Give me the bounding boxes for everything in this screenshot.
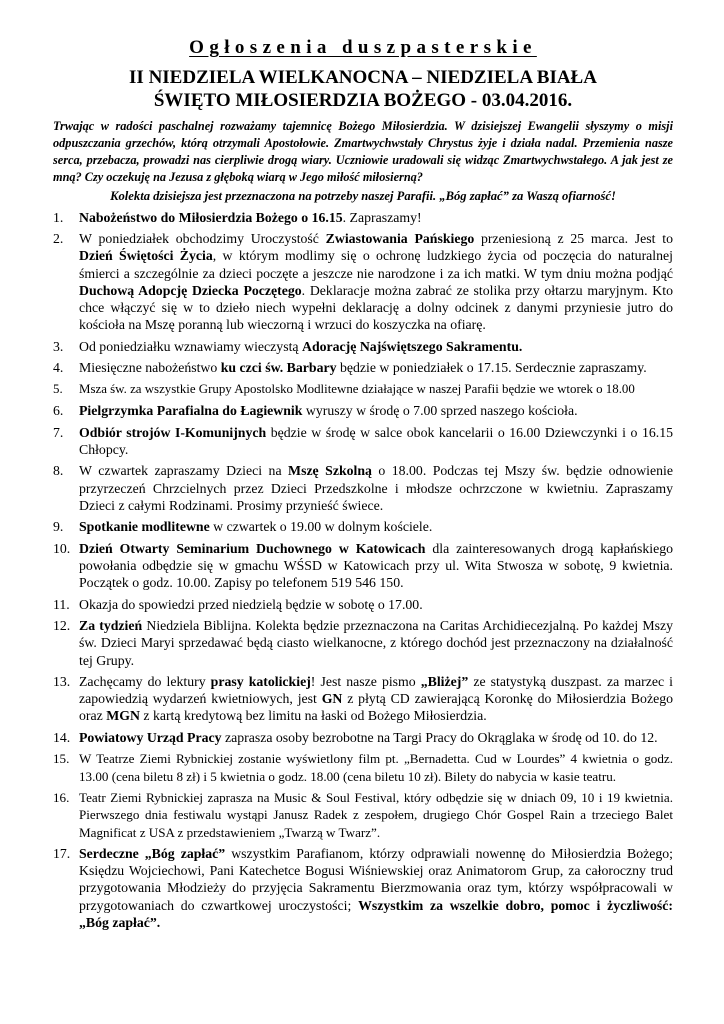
announcement-item [53, 673, 673, 725]
announcement-item [53, 518, 673, 535]
item-emphasis: GN [321, 691, 343, 707]
item-text: ! Jest nasze pismo [310, 674, 421, 690]
item-emphasis: MGN [106, 708, 140, 724]
announcement-item [53, 402, 673, 419]
item-number: 7. [53, 424, 64, 440]
item-text: Okazja do spowiedzi przed niedzielą będzie w sobotę o 17.00. [79, 596, 423, 612]
item-emphasis: Adorację Najświętszego Sakramentu. [301, 338, 523, 354]
item-number: 15. [53, 751, 70, 767]
announcement-item [53, 845, 673, 931]
item-text: Miesięczne nabożeństwo [79, 360, 221, 376]
item-number: 3. [53, 338, 64, 354]
announcement-item [53, 424, 673, 458]
item-emphasis: Wszystkim za wszelkie dobro, pomoc i życzliwość: „Bóg zapłać”. [79, 897, 674, 930]
item-emphasis: Nabożeństwo do Miłosierdzia Bożego o 16.15 [79, 209, 343, 225]
item-number: 8. [53, 463, 64, 479]
item-number: 12. [53, 618, 71, 634]
subtitle [53, 66, 673, 112]
item-emphasis: prasy katolickiej [210, 674, 311, 690]
intro-paragraph: Trwając w radości paschalnej rozważamy tajemnicę Bożego Miłosierdzia. W dzisiejszej Ewangelii słyszymy o misji odpuszczania grzechów, którą otrzymali Apostołowie. Zmartwychwstały Chrystus żyje i działa nadal. Przemienia nasze serca, przebacza, prowadzi nas cierpliwie drogą wiary. Uczniowie uradowali się widząc Zmartwychwstałego. A jak jest ze mną? Czy oczekuję na Jezusa z głęboką wiarą w Jego miłość miłosierną? [53, 119, 673, 184]
item-emphasis: Zwiastowania Pańskiego [325, 231, 475, 247]
item-number: 11. [53, 596, 70, 612]
subtitle-line-2: ŚWIĘTO MIŁOSIERDZIA BOŻEGO - 03.04.2016. [153, 90, 573, 111]
item-text: dla zainteresowanych drogą kapłańskiego powołania odbędzie się w gmachu WŚSD w Katowicach przy ul. Wita Stwosza w sobotę, 9 kwietnia. Początek o godz. 10.00. Zapisy po telefonem 519 546 150. [79, 540, 673, 591]
item-emphasis: Odbiór strojów I-Komunijnych [79, 424, 267, 440]
announcement-item [53, 230, 673, 333]
announcement-item [53, 789, 673, 841]
item-text: z kartą kredytową bez limitu na łaski od Bożego Miłosierdzia. [139, 708, 487, 724]
announcement-item [53, 381, 673, 398]
item-number: 5. [53, 381, 63, 396]
item-text: W Teatrze Ziemi Rybnickiej zostanie wyświetlony film pt. „Bernadetta. Cud w Lourdes” 4 kwietnia o godz. 13.00 (cena biletu 8 zł) i 5 kwietnia o godz. 18.00 (cena biletu 10 zł). Bilety do nabycia w kasie teatru. [79, 751, 673, 784]
item-text: wszystkim Parafianom, którzy odprawiali nowennę do Miłosierdzia Bożego; Księdzu Wojciechowi, Pani Katechetce Bogusi Wiśniewskiej oraz Animatorom Grup, za całoroczny trud przygotowania Młodzieży do przyjęcia Sakramentu Bierzmowania oraz tym, którzy współpracowali w przygotowaniach do czwartkowej uroczystości; [79, 846, 674, 913]
item-text: będzie w środę w salce obok kancelarii o 16.00 Dziewczynki i o 16.15 Chłopcy. [79, 424, 673, 457]
item-text: Zachęcamy do lektury [79, 674, 211, 690]
item-text: z płytą CD zawierającą Koronkę do Miłosierdzia Bożego oraz [79, 691, 673, 724]
item-emphasis: Dzień Otwarty Seminarium Duchownego w Katowicach [79, 540, 426, 556]
item-text: w czwartek o 19.00 w dolnym kościele. [209, 519, 433, 535]
item-text: ze statystyką duszpast. za marzec i zapowiedzią wydarzeń kwietniowych, jest [79, 674, 673, 707]
announcement-item [53, 750, 673, 784]
item-text: Niedziela Biblijna. Kolekta będzie przeznaczona na Caritas Archidiecezjalną. Po każdej Mszy św. Dzieci Maryi sprzedawać będą ciasto wielkanocne, z którego dochód jest przeznaczony na działalność tej Grupy. [79, 618, 673, 668]
announcement-item [53, 617, 673, 669]
item-text: Od poniedziałku wznawiamy wieczystą [79, 338, 302, 354]
collection-note: Kolekta dzisiejsza jest przeznaczona na potrzeby naszej Parafii. „Bóg zapłać” za Waszą ofiarność! [110, 188, 616, 203]
item-text: W poniedziałek obchodzimy Uroczystość [79, 231, 326, 247]
item-text: Msza św. za wszystkie Grupy Apostolsko Modlitewne działające w naszej Parafii będzie we wtorek o 18.00 [79, 381, 635, 396]
item-number: 2. [53, 231, 64, 247]
item-emphasis: Pielgrzymka Parafialna do Łagiewnik [79, 403, 303, 419]
announcement-item [53, 462, 673, 514]
item-number: 9. [53, 519, 64, 535]
item-emphasis: Powiatowy Urząd Pracy [79, 729, 222, 745]
item-text: o 18.00. Podczas tej Mszy św. będzie odnowienie przyrzeczeń Chrzcielnych przez Dzieci Przedszkolne i młodsze ochrzczone w kwietniu. Zapraszamy Dzieci z całymi Rodzinami. Prosimy przynieść świece. [79, 463, 673, 513]
announcement-item [53, 729, 673, 746]
item-emphasis: Spotkanie modlitewne [79, 519, 210, 535]
announcement-item [53, 596, 673, 613]
announcement-item [53, 540, 673, 592]
item-text: . Deklaracje można zabrać ze stolika przy ołtarzu maryjnym. Kto chce włączyć się w to dzieło niech wypełni deklarację a dolny odcinek z danymi przyniesie jutro do kościoła na Mszę poranną lub wieczorną i wrzuci do koszyczka na ofiarę. [79, 282, 673, 333]
announcement-item [53, 359, 673, 376]
item-emphasis: Za tydzień [79, 618, 143, 634]
item-text: wyruszy w środę o 7.00 sprzed naszego kościoła. [302, 403, 578, 419]
subtitle-line-1: II NIEDZIELA WIELKANOCNA – NIEDZIELA BIAŁA [129, 67, 597, 88]
item-emphasis: Mszę Szkolną [288, 463, 372, 479]
announcement-item [53, 209, 673, 226]
item-text: , w którym modlimy się o ochronę ludzkiego życia od poczęcia do naturalnej śmierci a szczególnie za dzieci poczęte a jeszcze nie narodzone i za ich matki. W tym dniu można podjąć [79, 248, 673, 281]
announcement-item [53, 338, 673, 355]
item-text: przeniesioną z 25 marca. Jest to [474, 231, 673, 247]
item-text: zaprasza osoby bezrobotne na Targi Pracy do Okrąglaka w środę od 10. do 12. [221, 729, 658, 745]
item-text: W czwartek zapraszamy Dzieci na [79, 463, 289, 479]
item-number: 17. [53, 846, 71, 862]
item-emphasis: „Bliżej” [420, 674, 469, 690]
item-number: 4. [53, 360, 64, 376]
page-title: Ogłoszenia duszpasterskie [189, 37, 537, 58]
item-number: 10. [53, 540, 71, 556]
announcement-page [53, 36, 673, 935]
announcements-list [53, 209, 673, 931]
item-number: 6. [53, 403, 64, 419]
item-number: 14. [53, 729, 71, 745]
item-number: 1. [53, 209, 64, 225]
item-emphasis: Serdeczne „Bóg zapłać” [79, 846, 226, 862]
item-emphasis: Dzień Świętości Życia [79, 248, 213, 264]
item-number: 13. [53, 674, 71, 690]
item-emphasis: Duchową Adopcję Dziecka Poczętego [79, 282, 302, 298]
item-text: będzie w poniedziałek o 17.15. Serdecznie zapraszamy. [336, 360, 647, 376]
item-emphasis: ku czci św. Barbary [220, 360, 337, 376]
item-number: 16. [53, 790, 70, 806]
item-text: . Zapraszamy! [342, 209, 422, 225]
item-text: Teatr Ziemi Rybnickiej zaprasza na Music & Soul Festival, który odbędzie się w dniach 09, 10 i 19 kwietnia. Pierwszego dnia festiwalu wystąpi Janusz Radek z zespołem, drugiego Chór Gospel Rain a trzeciego Balet Magnificat z USA z przedstawieniem „Twarzą w Twarz”. [79, 790, 673, 840]
